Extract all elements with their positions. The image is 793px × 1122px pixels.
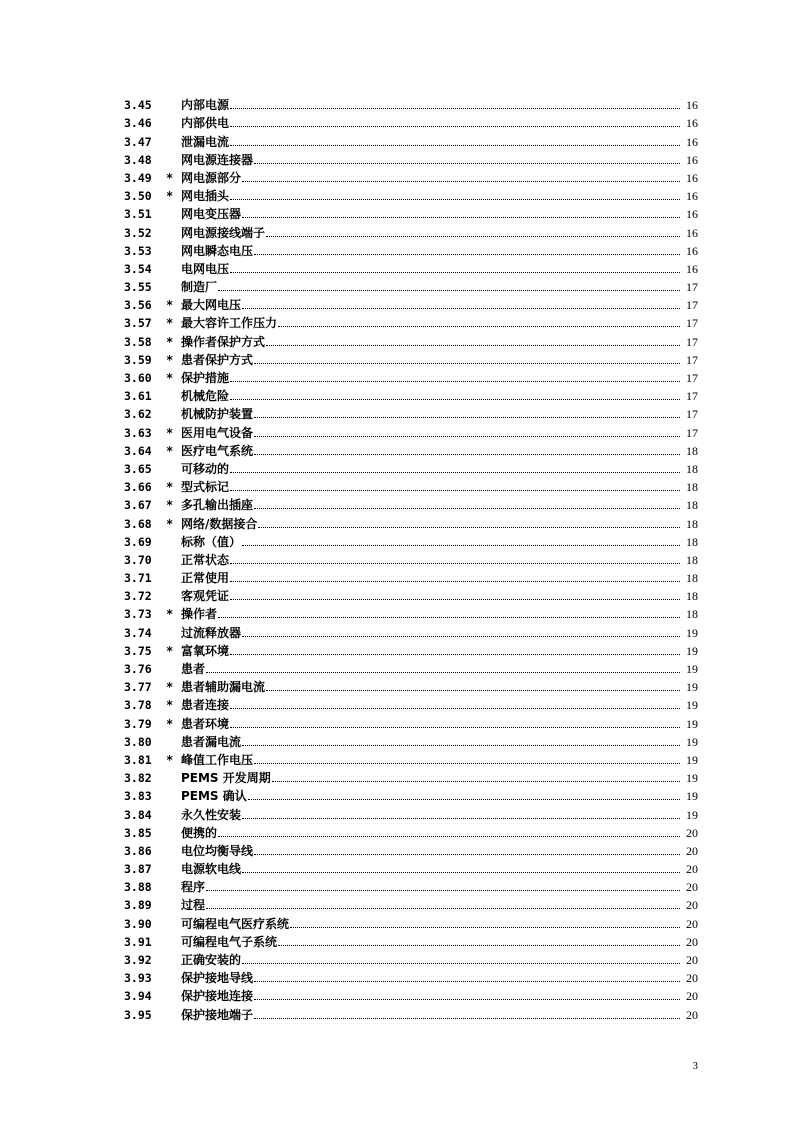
toc-entry-number: 3.49	[124, 170, 152, 185]
toc-dot-leader	[206, 672, 680, 673]
toc-entry[interactable]	[124, 496, 698, 514]
toc-entry[interactable]	[124, 533, 698, 551]
toc-entry-star-marker: *	[166, 643, 174, 658]
toc-entry[interactable]	[124, 514, 698, 532]
toc-dot-leader	[272, 781, 680, 782]
toc-entry-title: 可移动的	[181, 461, 230, 476]
toc-entry-number: 3.65	[124, 461, 152, 476]
toc-entry-title: 网电源接线端子	[181, 225, 266, 240]
toc-entry-page: 16	[686, 225, 698, 240]
toc-dot-leader	[258, 527, 680, 528]
toc-entry-title: 网电源部分	[181, 170, 242, 185]
toc-dot-leader	[254, 436, 680, 437]
toc-entry-page: 18	[686, 480, 698, 495]
toc-entry[interactable]	[124, 587, 698, 605]
toc-dot-leader	[254, 981, 680, 982]
toc-dot-leader	[230, 563, 680, 564]
toc-entry-title: 型式标记	[181, 480, 230, 495]
toc-entry[interactable]	[124, 332, 698, 350]
toc-dot-leader	[266, 690, 680, 691]
toc-entry-title: 网电瞬态电压	[181, 243, 254, 258]
toc-entry-title: 富氧环境	[181, 643, 230, 658]
toc-dot-leader	[230, 708, 680, 709]
toc-entry-title: 电位均衡导线	[181, 843, 254, 858]
toc-entry-title: 标称（值）	[181, 534, 242, 549]
toc-entry-title: 网电变压器	[181, 207, 242, 222]
toc-dot-leader	[254, 999, 680, 1000]
toc-dot-leader	[218, 836, 680, 837]
toc-entry[interactable]	[124, 278, 698, 296]
toc-entry-page: 20	[686, 880, 698, 895]
toc-entry-page: 17	[686, 425, 698, 440]
toc-entry[interactable]	[124, 824, 698, 842]
toc-entry[interactable]	[124, 442, 698, 460]
toc-entry[interactable]	[124, 405, 698, 423]
toc-entry-title: 网电插头	[181, 189, 230, 204]
toc-entry-number: 3.90	[124, 916, 152, 931]
toc-entry-number: 3.75	[124, 643, 152, 658]
toc-entry-number: 3.76	[124, 662, 152, 676]
toc-dot-leader	[230, 581, 680, 582]
toc-entry[interactable]	[124, 605, 698, 623]
toc-entry-page: 18	[686, 498, 698, 513]
toc-entry-title: 峰值工作电压	[181, 752, 254, 767]
toc-entry-page: 20	[686, 898, 698, 913]
toc-dot-leader	[218, 290, 680, 291]
toc-entry-number: 3.84	[124, 807, 152, 822]
toc-entry[interactable]	[124, 787, 698, 805]
toc-entry-number: 3.48	[124, 152, 152, 167]
toc-entry-number: 3.50	[124, 189, 152, 204]
toc-entry-number: 3.94	[124, 989, 152, 1004]
toc-entry-star-marker: *	[166, 316, 174, 331]
toc-entry-title: 保护接地连接	[181, 989, 254, 1004]
toc-dot-leader	[230, 199, 680, 200]
toc-dot-leader	[230, 108, 680, 109]
toc-entry-page: 20	[686, 843, 698, 858]
toc-entry-page: 18	[686, 443, 698, 458]
toc-dot-leader	[242, 963, 680, 964]
toc-dot-leader	[266, 236, 680, 237]
toc-entry-page: 20	[686, 916, 698, 931]
toc-entry-page: 19	[686, 771, 698, 786]
toc-entry-number: 3.69	[124, 534, 152, 549]
toc-entry-star-marker: *	[166, 516, 174, 531]
toc-dot-leader	[230, 399, 680, 400]
toc-entry[interactable]	[124, 369, 698, 387]
toc-entry-title: 机械危险	[181, 389, 230, 404]
toc-entry-title: 患者环境	[181, 716, 230, 731]
toc-entry-star-marker: *	[166, 752, 174, 767]
toc-entry[interactable]	[124, 860, 698, 878]
toc-entry-title: 过流释放器	[181, 625, 242, 640]
toc-dot-leader	[230, 272, 680, 273]
toc-entry-number: 3.91	[124, 934, 152, 949]
toc-entry-page: 19	[686, 698, 698, 713]
toc-entry[interactable]	[124, 423, 698, 441]
toc-dot-leader	[266, 345, 680, 346]
toc-entry-page: 20	[686, 934, 698, 949]
toc-dot-leader	[230, 654, 680, 655]
toc-entry[interactable]	[124, 187, 698, 205]
toc-entry-star-marker: *	[166, 298, 174, 313]
toc-entry-number: 3.89	[124, 898, 152, 913]
toc-entry-page: 16	[686, 243, 698, 258]
toc-entry-title: 网络/数据接合	[181, 516, 258, 531]
toc-entry[interactable]	[124, 805, 698, 823]
toc-entry-page: 20	[686, 1007, 698, 1022]
toc-entry[interactable]	[124, 242, 698, 260]
toc-entry-number: 3.51	[124, 207, 152, 222]
toc-entry-title: 正常状态	[181, 552, 230, 567]
table-of-contents	[124, 96, 698, 1024]
toc-entry[interactable]	[124, 569, 698, 587]
toc-entry-title: 医疗电气系统	[181, 443, 254, 458]
toc-entry[interactable]	[124, 205, 698, 223]
toc-dot-leader	[242, 217, 680, 218]
toc-entry-title: 保护接地端子	[181, 1007, 254, 1022]
toc-entry-page: 18	[686, 607, 698, 622]
toc-entry-page: 20	[686, 825, 698, 840]
toc-entry-number: 3.57	[124, 316, 152, 331]
toc-entry-title: 保护措施	[181, 371, 230, 385]
toc-entry-title: 最大网电压	[181, 298, 242, 313]
toc-entry-number: 3.85	[124, 825, 152, 840]
toc-entry-title: 保护接地导线	[181, 971, 254, 986]
toc-dot-leader	[254, 363, 680, 364]
toc-entry-title: PEMS 开发周期	[181, 771, 271, 786]
toc-dot-leader	[278, 326, 680, 327]
toc-entry-number: 3.73	[124, 607, 152, 622]
toc-entry[interactable]	[124, 714, 698, 732]
toc-dot-leader	[242, 308, 680, 309]
toc-entry-number: 3.64	[124, 443, 152, 458]
toc-entry-title: 操作者	[181, 607, 218, 622]
toc-entry[interactable]	[124, 351, 698, 369]
toc-dot-leader	[230, 381, 680, 382]
toc-entry-title: 可编程电气子系统	[181, 934, 278, 949]
toc-entry[interactable]	[124, 132, 698, 150]
toc-entry-title: 患者	[181, 662, 206, 676]
toc-entry-number: 3.83	[124, 789, 152, 804]
toc-entry-number: 3.59	[124, 352, 152, 367]
toc-entry[interactable]	[124, 460, 698, 478]
toc-entry-page: 18	[686, 589, 698, 604]
toc-entry-page: 17	[686, 316, 698, 331]
toc-entry-page: 17	[686, 389, 698, 404]
toc-entry-star-marker: *	[166, 498, 174, 513]
toc-entry-number: 3.72	[124, 589, 152, 604]
toc-dot-leader	[278, 945, 680, 946]
toc-dot-leader	[230, 145, 680, 146]
toc-entry-number: 3.47	[124, 134, 152, 149]
toc-entry[interactable]	[124, 751, 698, 769]
toc-entry-page: 16	[686, 261, 698, 276]
toc-entry-page: 19	[686, 734, 698, 749]
toc-entry-page: 19	[686, 643, 698, 658]
toc-entry-title: 客观凭证	[181, 589, 230, 604]
toc-entry-title: 患者辅助漏电流	[181, 680, 266, 695]
toc-entry-number: 3.56	[124, 298, 152, 313]
toc-dot-leader	[242, 545, 680, 546]
toc-entry-title: 可编程电气医疗系统	[181, 916, 290, 931]
toc-entry-number: 3.74	[124, 625, 152, 640]
toc-dot-leader	[254, 254, 680, 255]
toc-entry[interactable]	[124, 842, 698, 860]
toc-entry[interactable]	[124, 1005, 698, 1023]
toc-entry[interactable]	[124, 314, 698, 332]
toc-entry-page: 19	[686, 807, 698, 822]
toc-entry-star-marker: *	[166, 371, 174, 385]
toc-entry[interactable]	[124, 878, 698, 896]
toc-entry-number: 3.46	[124, 116, 152, 131]
toc-entry-title: 患者保护方式	[181, 352, 254, 367]
toc-entry-star-marker: *	[166, 607, 174, 622]
toc-entry-title: 正确安装的	[181, 953, 242, 967]
toc-entry-title: 正常使用	[181, 571, 230, 586]
toc-dot-leader	[230, 490, 680, 491]
toc-entry-title: 程序	[181, 880, 206, 895]
toc-entry-title: 过程	[181, 898, 206, 913]
toc-entry-number: 3.80	[124, 734, 152, 749]
toc-entry-star-marker: *	[166, 698, 174, 713]
toc-dot-leader	[242, 181, 680, 182]
toc-entry-page: 19	[686, 716, 698, 731]
toc-entry-number: 3.70	[124, 552, 152, 567]
toc-entry-number: 3.61	[124, 389, 152, 404]
toc-entry-title: 机械防护装置	[181, 407, 254, 422]
toc-entry-number: 3.81	[124, 752, 152, 767]
toc-entry-number: 3.54	[124, 261, 152, 276]
toc-entry-star-marker: *	[166, 425, 174, 440]
toc-entry-number: 3.86	[124, 843, 152, 858]
toc-dot-leader	[230, 599, 680, 600]
page-number: 3	[692, 1060, 698, 1072]
toc-entry-star-marker: *	[166, 170, 174, 185]
toc-entry-star-marker: *	[166, 680, 174, 695]
toc-entry-number: 3.63	[124, 425, 152, 440]
toc-entry-title: 电源软电线	[181, 862, 242, 877]
toc-entry-page: 18	[686, 571, 698, 586]
toc-dot-leader	[254, 854, 680, 855]
toc-dot-leader	[248, 799, 680, 800]
toc-dot-leader	[230, 727, 680, 728]
toc-entry-page: 16	[686, 98, 698, 113]
toc-entry[interactable]	[124, 987, 698, 1005]
toc-entry[interactable]	[124, 223, 698, 241]
toc-entry-title: 多孔输出插座	[181, 498, 254, 513]
toc-entry[interactable]	[124, 623, 698, 641]
toc-entry-number: 3.52	[124, 225, 152, 240]
toc-entry[interactable]	[124, 296, 698, 314]
toc-entry-star-marker: *	[166, 334, 174, 349]
toc-entry[interactable]	[124, 933, 698, 951]
toc-dot-leader	[230, 472, 680, 473]
toc-dot-leader	[206, 890, 680, 891]
toc-entry-title: 永久性安装	[181, 807, 242, 822]
toc-entry-number: 3.45	[124, 98, 152, 113]
toc-entry[interactable]	[124, 660, 698, 678]
toc-entry-number: 3.62	[124, 407, 152, 422]
toc-entry-page: 20	[686, 971, 698, 986]
toc-entry-number: 3.88	[124, 880, 152, 895]
toc-dot-leader	[242, 872, 680, 873]
toc-entry-title: 制造厂	[181, 280, 218, 295]
toc-entry-number: 3.87	[124, 862, 152, 877]
toc-entry-page: 19	[686, 680, 698, 695]
toc-entry-number: 3.55	[124, 280, 152, 295]
toc-entry-page: 16	[686, 207, 698, 222]
toc-entry-page: 18	[686, 461, 698, 476]
toc-entry-title: 内部供电	[181, 116, 230, 131]
toc-dot-leader	[206, 908, 680, 909]
toc-entry-number: 3.58	[124, 334, 152, 349]
toc-entry[interactable]	[124, 642, 698, 660]
toc-entry-page: 20	[686, 862, 698, 877]
toc-entry-title: 内部电源	[181, 98, 230, 113]
toc-dot-leader	[242, 818, 680, 819]
toc-entry-page: 17	[686, 371, 698, 385]
toc-entry-number: 3.68	[124, 516, 152, 531]
toc-entry-title: 便携的	[181, 825, 218, 840]
toc-entry-star-marker: *	[166, 189, 174, 204]
toc-entry-star-marker: *	[166, 716, 174, 731]
toc-entry-star-marker: *	[166, 480, 174, 495]
toc-entry-number: 3.93	[124, 971, 152, 986]
toc-entry[interactable]	[124, 696, 698, 714]
toc-entry-page: 18	[686, 516, 698, 531]
toc-entry-number: 3.92	[124, 953, 152, 967]
toc-entry[interactable]	[124, 260, 698, 278]
toc-entry[interactable]	[124, 551, 698, 569]
toc-dot-leader	[254, 763, 680, 764]
toc-dot-leader	[230, 126, 680, 127]
toc-entry[interactable]	[124, 914, 698, 932]
toc-dot-leader	[254, 1018, 680, 1019]
toc-entry-page: 17	[686, 407, 698, 422]
toc-entry-title: PEMS 确认	[181, 789, 247, 804]
toc-entry-page: 19	[686, 752, 698, 767]
toc-entry-number: 3.78	[124, 698, 152, 713]
toc-entry-title: 泄漏电流	[181, 134, 230, 149]
toc-dot-leader	[254, 454, 680, 455]
toc-dot-leader	[290, 927, 680, 928]
toc-entry-page: 16	[686, 152, 698, 167]
toc-entry-title: 网电源连接器	[181, 152, 254, 167]
toc-entry-page: 19	[686, 662, 698, 676]
toc-entry[interactable]	[124, 114, 698, 132]
toc-entry[interactable]	[124, 733, 698, 751]
toc-entry[interactable]	[124, 951, 698, 969]
toc-entry[interactable]	[124, 969, 698, 987]
toc-entry-star-marker: *	[166, 443, 174, 458]
toc-entry-page: 16	[686, 134, 698, 149]
toc-entry[interactable]	[124, 96, 698, 114]
toc-entry-page: 19	[686, 789, 698, 804]
toc-entry-page: 19	[686, 625, 698, 640]
toc-entry-number: 3.95	[124, 1007, 152, 1022]
toc-entry[interactable]	[124, 478, 698, 496]
toc-entry[interactable]	[124, 769, 698, 787]
toc-entry-title: 最大容许工作压力	[181, 316, 278, 331]
toc-entry-number: 3.82	[124, 771, 152, 786]
toc-entry-title: 医用电气设备	[181, 425, 254, 440]
toc-entry-title: 患者连接	[181, 698, 230, 713]
toc-entry[interactable]	[124, 896, 698, 914]
toc-dot-leader	[254, 163, 680, 164]
toc-dot-leader	[242, 636, 680, 637]
toc-entry-page: 16	[686, 116, 698, 131]
toc-entry-number: 3.79	[124, 716, 152, 731]
toc-entry-star-marker: *	[166, 352, 174, 367]
toc-entry-number: 3.66	[124, 480, 152, 495]
toc-dot-leader	[242, 745, 680, 746]
toc-entry-number: 3.53	[124, 243, 152, 258]
toc-entry-number: 3.60	[124, 371, 152, 385]
toc-entry-title: 患者漏电流	[181, 734, 242, 749]
toc-entry-page: 17	[686, 298, 698, 313]
toc-entry[interactable]	[124, 169, 698, 187]
toc-entry-title: 电网电压	[181, 261, 230, 276]
toc-entry-number: 3.77	[124, 680, 152, 695]
toc-entry[interactable]	[124, 678, 698, 696]
toc-entry[interactable]	[124, 151, 698, 169]
toc-entry-page: 16	[686, 170, 698, 185]
toc-entry-page: 16	[686, 189, 698, 204]
toc-entry-title: 操作者保护方式	[181, 334, 266, 349]
toc-dot-leader	[254, 417, 680, 418]
toc-entry-page: 17	[686, 280, 698, 295]
toc-entry-page: 20	[686, 953, 698, 967]
toc-entry-number: 3.67	[124, 498, 152, 513]
toc-dot-leader	[218, 617, 680, 618]
toc-dot-leader	[254, 508, 680, 509]
toc-entry[interactable]	[124, 387, 698, 405]
toc-entry-page: 17	[686, 334, 698, 349]
toc-entry-page: 20	[686, 989, 698, 1004]
toc-entry-page: 17	[686, 352, 698, 367]
toc-entry-page: 18	[686, 552, 698, 567]
toc-entry-number: 3.71	[124, 571, 152, 586]
toc-entry-page: 18	[686, 534, 698, 549]
